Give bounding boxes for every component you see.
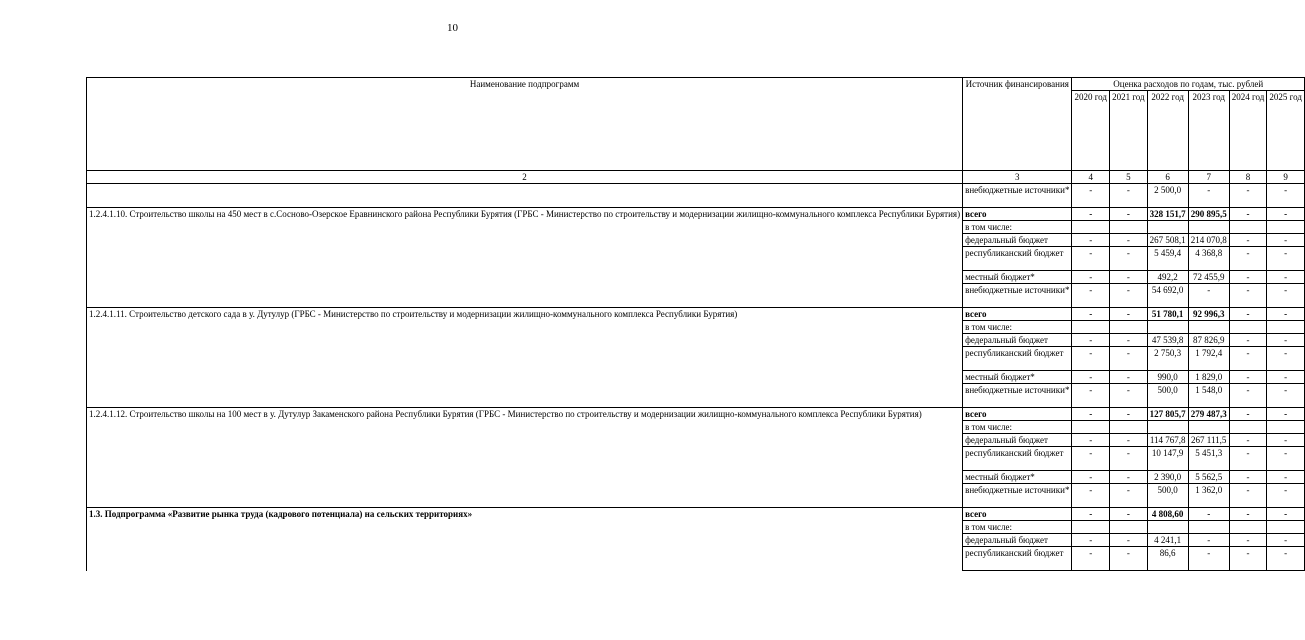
value-cell: 5 562,5 [1188,471,1229,484]
value-cell: - [1229,508,1267,521]
source-cell: в том числе: [963,421,1072,434]
value-cell: - [1229,334,1267,347]
value-cell: 2 500,0 [1147,184,1188,208]
value-cell: 51 780,1 [1147,308,1188,321]
value-cell: - [1267,208,1305,221]
source-cell: местный бюджет* [963,371,1072,384]
value-cell: 47 539,8 [1147,334,1188,347]
value-cell: - [1267,347,1305,371]
value-cell [1229,521,1267,534]
value-cell [1072,321,1110,334]
value-cell [1267,421,1305,434]
col-number: 5 [1110,171,1148,184]
value-cell: - [1229,484,1267,508]
value-cell: 86,6 [1147,547,1188,571]
value-cell: - [1267,547,1305,571]
value-cell: 492,2 [1147,271,1188,284]
value-cell [1229,221,1267,234]
value-cell: - [1110,471,1148,484]
value-cell: - [1110,434,1148,447]
col-number: 7 [1188,171,1229,184]
col-number: 2 [87,171,963,184]
value-cell: - [1188,547,1229,571]
budget-table-wrapper [86,77,1305,571]
value-cell: 990,0 [1147,371,1188,384]
value-cell: 1 829,0 [1188,371,1229,384]
value-cell: 2 390,0 [1147,471,1188,484]
value-cell: - [1229,471,1267,484]
header-year: 2025 год [1267,91,1305,171]
value-cell: 2 750,3 [1147,347,1188,371]
source-cell: республиканский бюджет [963,447,1072,471]
header-row-top [87,78,1305,91]
value-cell: - [1267,447,1305,471]
value-cell: - [1110,347,1148,371]
name-cell-empty [87,184,963,208]
value-cell: 10 147,9 [1147,447,1188,471]
value-cell: - [1110,484,1148,508]
value-cell [1110,421,1148,434]
value-cell: - [1110,308,1148,321]
value-cell: - [1110,384,1148,408]
value-cell: - [1267,508,1305,521]
header-year: 2021 год [1110,91,1148,171]
value-cell: - [1072,534,1110,547]
value-cell: 214 070,8 [1188,234,1229,247]
lead-row [87,184,1305,208]
page-number: 10 [447,22,458,34]
source-cell: республиканский бюджет [963,347,1072,371]
value-cell: - [1110,271,1148,284]
header-year: 2024 год [1229,91,1267,171]
header-year: 2023 год [1188,91,1229,171]
value-cell [1188,521,1229,534]
source-cell: местный бюджет* [963,271,1072,284]
value-cell: - [1229,434,1267,447]
value-cell: 1 362,0 [1188,484,1229,508]
source-cell: республиканский бюджет [963,547,1072,571]
value-cell [1147,421,1188,434]
value-cell: - [1072,471,1110,484]
value-cell: 54 692,0 [1147,284,1188,308]
value-cell: 4 368,8 [1188,247,1229,271]
value-cell: 127 805,7 [1147,408,1188,421]
value-cell: - [1229,447,1267,471]
value-cell: - [1229,271,1267,284]
source-cell: федеральный бюджет [963,434,1072,447]
value-cell: 4 241,1 [1147,534,1188,547]
value-cell: - [1229,247,1267,271]
value-cell: - [1072,334,1110,347]
value-cell: 5 459,4 [1147,247,1188,271]
value-cell: - [1072,234,1110,247]
value-cell: - [1267,371,1305,384]
value-cell: - [1110,334,1148,347]
value-cell: - [1072,284,1110,308]
source-cell: всего [963,508,1072,521]
value-cell [1188,321,1229,334]
header-estimate: Оценка расходов по годам, тыс. рублей [1072,78,1305,91]
source-cell: федеральный бюджет [963,534,1072,547]
source-cell: внебюджетные источники* [963,284,1072,308]
value-cell [1110,221,1148,234]
value-cell [1267,521,1305,534]
subprogram-name: 1.2.4.1.10. Строительство школы на 450 мест в с.Сосново-Озерское Еравнинского района Республики Бурятия (ГРБС - Министерство по строительству и модернизации жилищно-коммунального комплекса Республики Бурятия) [87,208,963,308]
value-cell: - [1229,347,1267,371]
budget-table [86,77,1305,571]
source-cell: внебюджетные источники* [963,184,1072,208]
value-cell [1110,321,1148,334]
value-cell: - [1267,271,1305,284]
value-cell: - [1188,284,1229,308]
value-cell: 267 508,1 [1147,234,1188,247]
source-cell: внебюджетные источники* [963,484,1072,508]
source-cell: республиканский бюджет [963,247,1072,271]
value-cell: - [1267,484,1305,508]
source-cell: всего [963,308,1072,321]
source-cell: всего [963,208,1072,221]
value-cell: - [1072,271,1110,284]
col-number: 4 [1072,171,1110,184]
value-cell: - [1267,471,1305,484]
value-cell: - [1072,447,1110,471]
value-cell: 5 451,3 [1188,447,1229,471]
value-cell: 279 487,3 [1188,408,1229,421]
value-cell: - [1072,208,1110,221]
value-cell: 500,0 [1147,484,1188,508]
value-cell: - [1229,308,1267,321]
value-cell: 87 826,9 [1188,334,1229,347]
value-cell [1072,421,1110,434]
value-cell: - [1267,408,1305,421]
value-cell: - [1072,247,1110,271]
value-cell: - [1188,508,1229,521]
value-cell: - [1267,247,1305,271]
header-year: 2022 год [1147,91,1188,171]
col-number: 9 [1267,171,1305,184]
source-cell: местный бюджет* [963,471,1072,484]
header-year: 2020 год [1072,91,1110,171]
value-cell: 1 792,4 [1188,347,1229,371]
value-cell [1072,521,1110,534]
value-cell: - [1267,284,1305,308]
value-cell: - [1229,534,1267,547]
value-cell: - [1110,408,1148,421]
subprogram-name: 1.2.4.1.12. Строительство школы на 100 мест в у. Дутулур Закаменского района Республики Бурятия (ГРБС - Министерство по строительству и модернизации жилищно-коммунального комплекса Республики Бурятия) [87,408,963,508]
table-row [87,308,1305,321]
value-cell: 114 767,8 [1147,434,1188,447]
value-cell: 290 895,5 [1188,208,1229,221]
source-cell: в том числе: [963,521,1072,534]
value-cell [1072,221,1110,234]
value-cell: - [1229,234,1267,247]
value-cell: - [1267,334,1305,347]
col-number: 3 [963,171,1072,184]
subprogram-name: 1.2.4.1.11. Строительство детского сада в у. Дутулур (ГРБС - Министерство по строительству и модернизации жилищно-коммунального комплекса Республики Бурятия) [87,308,963,408]
source-cell: всего [963,408,1072,421]
value-cell [1147,321,1188,334]
value-cell: - [1072,547,1110,571]
value-cell: - [1229,371,1267,384]
value-cell [1110,521,1148,534]
source-cell: федеральный бюджет [963,334,1072,347]
value-cell: - [1229,208,1267,221]
column-number-row [87,171,1305,184]
value-cell: 1 548,0 [1188,384,1229,408]
value-cell [1188,221,1229,234]
value-cell: - [1110,371,1148,384]
value-cell: - [1072,184,1110,208]
value-cell: - [1229,408,1267,421]
table-row [87,508,1305,521]
value-cell: 4 808,60 [1147,508,1188,521]
value-cell: - [1267,184,1305,208]
value-cell: - [1072,371,1110,384]
source-cell: внебюджетные источники* [963,384,1072,408]
header-source: Источник финансирования [963,78,1072,171]
table-row [87,208,1305,221]
value-cell: - [1072,408,1110,421]
value-cell: - [1110,447,1148,471]
value-cell: - [1072,484,1110,508]
value-cell [1267,321,1305,334]
value-cell: - [1229,547,1267,571]
value-cell [1147,521,1188,534]
value-cell: - [1110,284,1148,308]
value-cell [1229,421,1267,434]
value-cell: - [1110,547,1148,571]
value-cell: - [1072,508,1110,521]
table-row [87,408,1305,421]
value-cell: - [1229,384,1267,408]
value-cell: 500,0 [1147,384,1188,408]
value-cell: - [1072,434,1110,447]
value-cell: 92 996,3 [1188,308,1229,321]
value-cell: - [1072,347,1110,371]
value-cell: - [1229,284,1267,308]
source-cell: в том числе: [963,321,1072,334]
value-cell [1229,321,1267,334]
source-cell: в том числе: [963,221,1072,234]
value-cell: - [1267,234,1305,247]
source-cell: федеральный бюджет [963,234,1072,247]
value-cell: - [1267,308,1305,321]
value-cell: - [1110,534,1148,547]
value-cell: - [1110,184,1148,208]
value-cell: 267 111,5 [1188,434,1229,447]
value-cell: 72 455,9 [1188,271,1229,284]
value-cell [1267,221,1305,234]
value-cell: - [1267,434,1305,447]
value-cell: - [1110,247,1148,271]
value-cell: - [1267,534,1305,547]
value-cell [1147,221,1188,234]
value-cell: - [1267,384,1305,408]
value-cell: - [1072,384,1110,408]
value-cell [1188,421,1229,434]
value-cell: - [1110,234,1148,247]
header-name: Наименование подпрограмм [87,78,963,171]
value-cell: 328 151,7 [1147,208,1188,221]
value-cell: - [1072,308,1110,321]
value-cell: - [1110,508,1148,521]
subprogram-name: 1.3. Подпрограмма «Развитие рынка труда (кадрового потенциала) на сельских территориях» [87,508,963,571]
value-cell: - [1110,208,1148,221]
col-number: 6 [1147,171,1188,184]
value-cell: - [1229,184,1267,208]
col-number: 8 [1229,171,1267,184]
value-cell: - [1188,534,1229,547]
value-cell: - [1188,184,1229,208]
